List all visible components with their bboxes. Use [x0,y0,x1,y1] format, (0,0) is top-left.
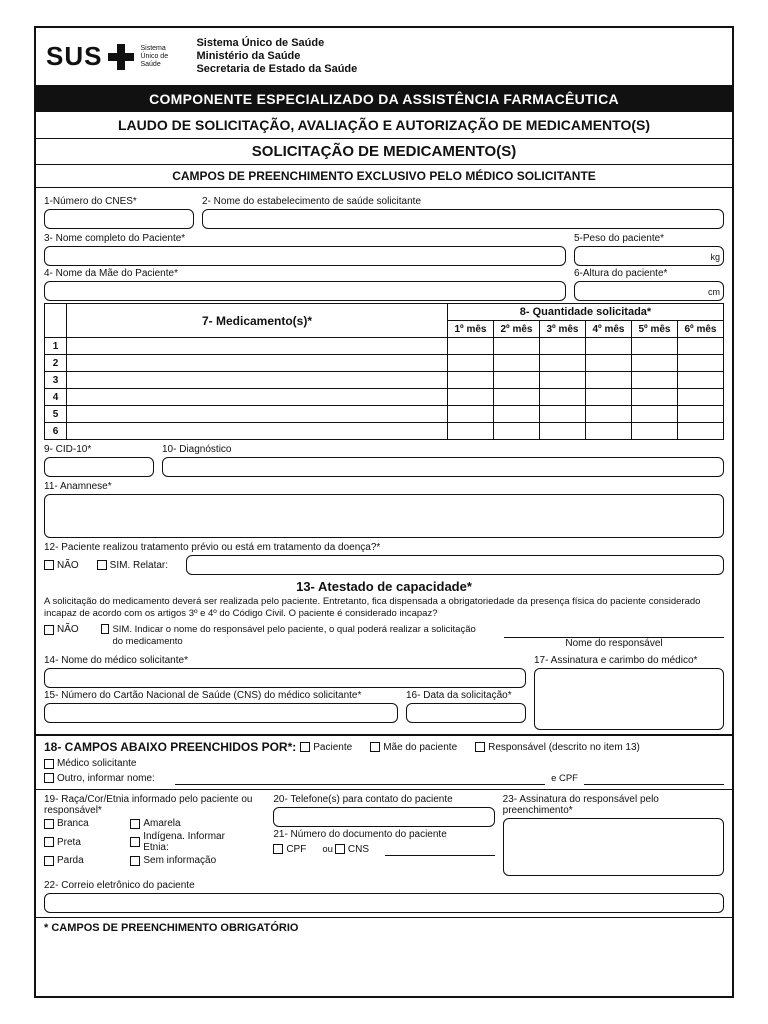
checkbox-icon [44,819,54,829]
checkbox-icon [273,844,283,854]
checkbox-icon [97,560,107,570]
sus-logo-text: SUS [46,41,103,71]
establishment-label: 2- Nome do estabelecimento de saúde solicitante [202,196,422,207]
establishment-field [202,196,724,229]
prior-treatment-yes-label: SIM. Relatar: [109,559,169,571]
diagnosis-label: 10- Diagnóstico [162,444,232,455]
quantity-cell[interactable] [632,372,678,389]
ethnicity-branca[interactable] [44,818,114,829]
quantity-cell[interactable] [632,355,678,372]
responsible-name-label: Nome do responsável [565,638,663,649]
prior-treatment-yes[interactable] [97,560,168,571]
patient-name-input[interactable] [44,246,566,266]
checkbox-icon [44,837,54,847]
quantity-cell[interactable] [448,406,494,423]
diagnosis-field [162,444,724,477]
prior-treatment-input[interactable] [186,555,724,575]
filled-by-other[interactable] [44,773,155,784]
doctor-signature-field [534,655,724,730]
checkbox-icon [44,560,54,570]
mother-name-label: 4- Nome da Mãe do Paciente* [44,268,178,279]
filled-by-doctor[interactable] [44,758,136,769]
form-sheet [34,26,734,998]
email-label: 22- Correio eletrônico do paciente [44,880,195,891]
establishment-input[interactable] [202,209,724,229]
row-number: 3 [45,372,67,389]
ethnicity-indigena[interactable] [130,831,251,853]
row-number: 1 [45,338,67,355]
filled-by-cpf-label: e CPF [551,772,578,784]
quantity-cell[interactable] [678,338,724,355]
checkbox-icon [335,844,345,854]
document-cpf[interactable] [273,844,306,855]
month-header: 5º mês [632,321,678,338]
ethnicity-preta-label: Preta [57,836,81,848]
quantity-cell[interactable] [632,406,678,423]
sus-logo [46,41,178,72]
component-title: COMPONENTE ESPECIALIZADO DA ASSISTÊNCIA FARMACÊUTICA [36,86,732,112]
row-number: 6 [45,423,67,440]
filled-by-mother[interactable] [370,742,457,753]
filled-by-doctor-label: Médico solicitante [57,758,137,769]
quantity-cell[interactable] [540,389,586,406]
quantity-cell[interactable] [678,423,724,440]
weight-field [574,233,724,266]
gov-line: Sistema Único de Saúde [196,37,325,49]
document-or-label: ou [322,843,333,855]
checkbox-icon [44,856,54,866]
month-header: 3º mês [540,321,586,338]
mother-name-input[interactable] [44,281,566,301]
quantity-cell[interactable] [632,423,678,440]
patient-name-label: 3- Nome completo do Paciente* [44,233,186,244]
quantity-cell[interactable] [540,372,586,389]
mandatory-note: * CAMPOS DE PREENCHIMENTO OBRIGATÓRIO [36,917,732,938]
filled-by-mother-label: Mãe do paciente [383,741,458,753]
filled-by-other-label: Outro, informar nome: [57,772,155,784]
quantity-cell[interactable] [586,372,632,389]
medication-row [45,355,724,372]
quantity-cell[interactable] [632,338,678,355]
capacity-yes[interactable] [101,624,482,648]
mother-name-field [44,268,566,301]
quantity-cell[interactable] [448,389,494,406]
quantity-cell[interactable] [540,355,586,372]
checkbox-icon [101,624,110,634]
ethnicity-parda-label: Parda [57,855,84,866]
anamnesis-label: 11- Anamnese* [44,481,112,492]
document-label: 21- Número do documento do paciente [273,829,447,840]
checkbox-icon [370,742,380,752]
capacity-no-label: NÃO [57,624,79,635]
checkbox-icon [44,759,54,769]
form-body [36,188,732,734]
quantity-cell[interactable] [494,338,540,355]
quantity-cell[interactable] [586,338,632,355]
doctor-signature-label: 17- Assinatura e carimbo do médico* [534,655,698,666]
prior-treatment-label: 12- Paciente realizou tratamento prévio ou está em tratamento da doença?* [44,542,381,553]
doctor-name-field [44,655,526,688]
quantity-cell[interactable] [540,423,586,440]
month-header: 6º mês [678,321,724,338]
checkbox-icon [475,742,485,752]
quantity-cell[interactable] [586,355,632,372]
request-date-input[interactable] [406,703,526,723]
ethnicity-amarela[interactable] [130,818,251,829]
quantity-cell[interactable] [586,423,632,440]
medication-header: 7- Medicamento(s)* [67,304,448,338]
filled-by-section [36,734,732,789]
email-input[interactable] [44,893,724,913]
ethnicity-amarela-label: Amarela [143,818,181,829]
medication-row [45,338,724,355]
quantity-cell[interactable] [494,355,540,372]
quantity-cell[interactable] [678,406,724,423]
document-cpf-label: CPF [286,843,307,855]
medication-row [45,372,724,389]
quantity-cell[interactable] [678,389,724,406]
quantity-cell[interactable] [678,355,724,372]
quantity-cell[interactable] [540,338,586,355]
form-header [36,28,732,86]
filled-by-label: 18- CAMPOS ABAIXO PREENCHIDOS POR*: [44,740,297,754]
ethnicity-parda[interactable] [44,855,114,866]
quantity-cell[interactable] [448,423,494,440]
medication-cell[interactable] [67,389,448,406]
medication-row [45,389,724,406]
ethnicity-preta[interactable] [44,831,114,853]
height-input[interactable] [574,281,724,301]
cnes-label: 1-Número do CNES* [44,196,137,207]
prior-treatment-no[interactable] [44,560,79,571]
responsible-name-input[interactable] [504,624,724,638]
cid-field [44,444,154,477]
medication-cell[interactable] [67,372,448,389]
checkbox-icon [44,625,54,635]
quantity-cell[interactable] [586,406,632,423]
document-field [273,829,494,856]
height-label: 6-Altura do paciente* [574,268,668,279]
quantity-cell[interactable] [586,389,632,406]
quantity-cell[interactable] [448,372,494,389]
medication-row [45,406,724,423]
medication-cell[interactable] [67,355,448,372]
phone-label: 20- Telefone(s) para contato do paciente [273,794,453,805]
quantity-cell[interactable] [632,389,678,406]
quantity-cell[interactable] [448,355,494,372]
doctor-cns-input[interactable] [44,703,398,723]
ethnicity-sem-info-label: Sem informação [143,855,217,866]
request-date-label: 16- Data da solicitação* [406,690,512,701]
checkbox-icon [300,742,310,752]
ethnicity-label: 19- Raça/Cor/Etnia informado pelo paciente ou responsável* [44,794,253,816]
government-block [196,37,357,76]
medication-table [44,303,724,440]
cnes-input[interactable] [44,209,194,229]
weight-label: 5-Peso do paciente* [574,233,665,244]
responsible-name-field [504,624,724,651]
cnes-field [44,196,194,229]
quantity-cell[interactable] [494,389,540,406]
quantity-cell[interactable] [494,372,540,389]
ethnicity-indigena-label: Indígena. Informar Etnia: [143,831,225,853]
email-field [44,880,724,913]
filled-by-responsible-label: Responsável (descrito no item 13) [488,741,640,753]
laudo-title: LAUDO DE SOLICITAÇÃO, AVALIAÇÃO E AUTORIZAÇÃO DE MEDICAMENTO(S) [36,112,732,139]
request-date-field [406,690,526,723]
medication-row [45,423,724,440]
quantity-cell[interactable] [494,406,540,423]
anamnesis-input[interactable] [44,494,724,538]
cross-icon [108,44,134,70]
doctor-name-label: 14- Nome do médico solicitante* [44,655,188,666]
phone-input[interactable] [273,807,494,827]
checkbox-icon [44,773,54,783]
filler-signature-input[interactable] [503,818,724,876]
filled-by-responsible[interactable] [475,742,640,753]
month-header: 1º mês [448,321,494,338]
doctor-cns-field [44,690,398,723]
capacity-text: A solicitação do medicamento deverá ser realizada pelo paciente. Entretanto, fica dispensada a obrigatoriedade da presença física do paciente considerado incapaz de acordo com os artigos 3º e 4º do Código Civil. O paciente é considerado incapaz? [44,596,701,619]
filled-by-other-input[interactable] [175,771,545,785]
ethnicity-branca-label: Branca [57,818,89,829]
medication-rows [45,338,724,440]
prior-treatment-no-label: NÃO [57,559,79,571]
checkbox-icon [130,856,140,866]
diagnosis-input[interactable] [162,457,724,477]
cid-label: 9- CID-10* [44,444,92,455]
checkbox-icon [130,837,140,847]
sus-logo-sub: Sistema Único de Saúde [140,44,169,68]
medication-cell[interactable] [67,406,448,423]
quantity-cell[interactable] [540,406,586,423]
row-number: 4 [45,389,67,406]
doctor-signature-input[interactable] [534,668,724,730]
solicitacao-title: SOLICITAÇÃO DE MEDICAMENTO(S) [36,139,732,165]
weight-input[interactable] [574,246,724,266]
ethnicity-field [44,794,265,876]
anamnesis-field [44,481,724,538]
medication-cell[interactable] [67,338,448,355]
gov-line: Ministério da Saúde [196,50,301,62]
cid-input[interactable] [44,457,154,477]
quantity-cell[interactable] [678,372,724,389]
patient-name-field [44,233,566,266]
row-number-header [45,304,67,338]
height-unit: cm [708,287,720,297]
month-header: 2º mês [494,321,540,338]
filled-by-patient-label: Paciente [313,741,353,753]
filled-by-patient[interactable] [300,742,352,753]
patient-extra-section [36,789,732,917]
phone-field [273,794,494,827]
prior-treatment-field [44,542,724,575]
month-header: 4º mês [586,321,632,338]
section-title: CAMPOS DE PREENCHIMENTO EXCLUSIVO PELO MÉDICO SOLICITANTE [36,165,732,188]
document-input[interactable] [385,842,495,856]
quantity-cell[interactable] [494,423,540,440]
filler-signature-label: 23- Assinatura do responsável pelo preenchimento* [502,794,659,816]
ethnicity-sem-info[interactable] [130,855,251,866]
row-number: 5 [45,406,67,423]
gov-line: Secretaria de Estado da Saúde [196,63,358,75]
weight-unit: kg [710,252,720,262]
capacity-yes-label: SIM. Indicar o nome do responsável pelo paciente, o qual poderá realizar a solicitação do medicamento [112,624,476,647]
filler-signature-field [503,794,724,876]
capacity-title: 13- Atestado de capacidade* [296,579,472,594]
document-cns-label: CNS [347,843,370,855]
capacity-no[interactable] [44,624,79,635]
row-number: 2 [45,355,67,372]
document-cns[interactable] [335,844,369,855]
quantity-cell[interactable] [448,338,494,355]
filled-by-cpf-input[interactable] [584,771,724,785]
quantity-header: 8- Quantidade solicitada* [448,304,724,321]
doctor-name-input[interactable] [44,668,526,688]
doctor-cns-label: 15- Número do Cartão Nacional de Saúde (CNS) do médico solicitante* [44,690,362,701]
medication-cell[interactable] [67,423,448,440]
checkbox-icon [130,819,140,829]
height-field [574,268,724,301]
